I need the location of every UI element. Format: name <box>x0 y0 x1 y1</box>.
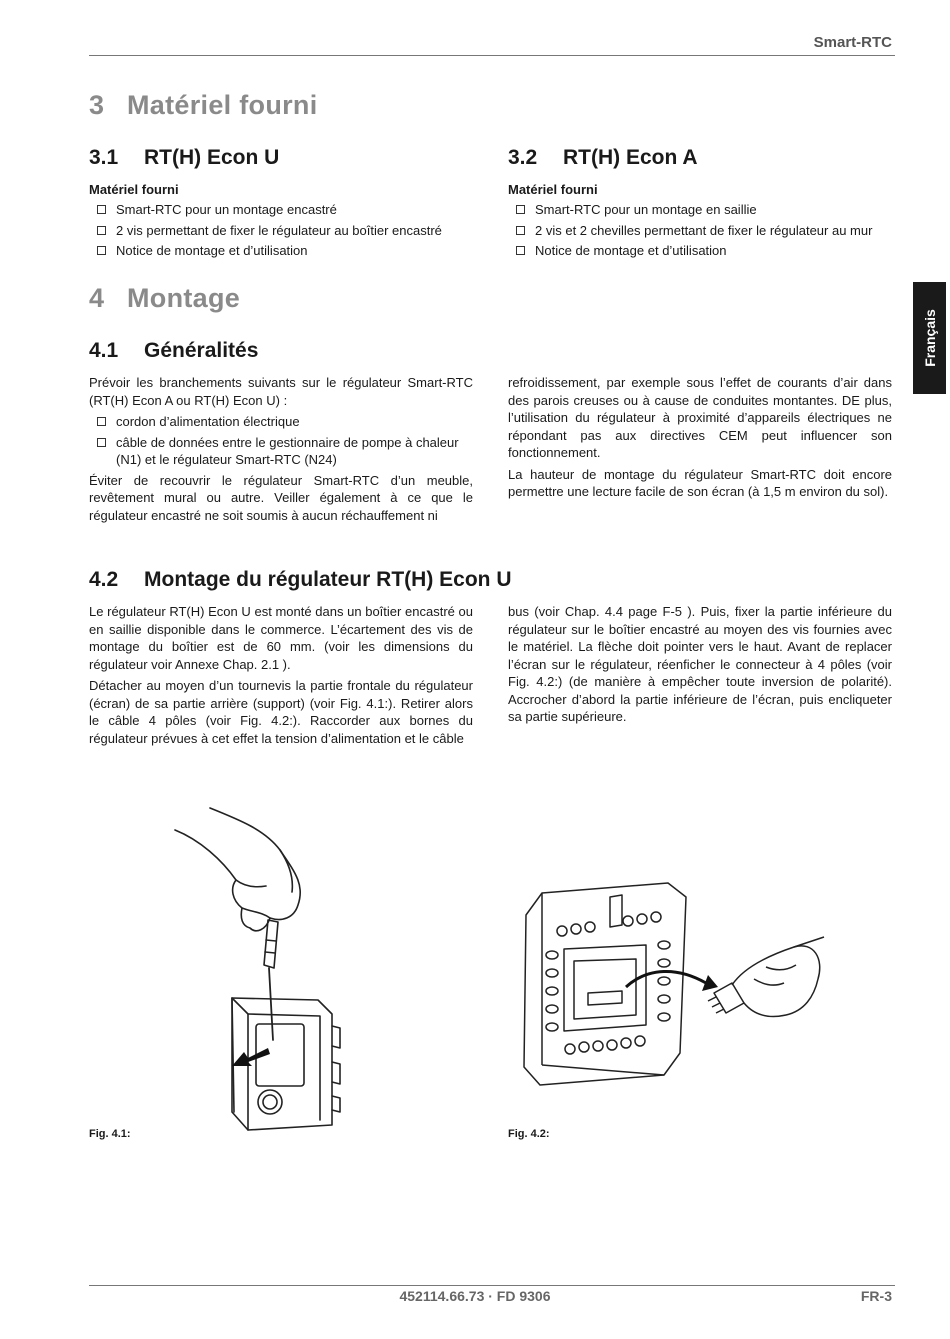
subsection-number: 4.1 <box>89 339 119 362</box>
paragraph: refroidissement, par exemple sous l’effet de courants d’air dans des parois creuses ou à cause de conduites montantes. DE plus, l’utilisation du régulateur à proximité d’appareils électriques ne répondant pas aux directives CEM peut influencer son fonctionnement. <box>508 375 892 460</box>
figure-4-1-caption: Fig. 4.1: <box>89 1128 131 1140</box>
list-item: Notice de montage et d’utilisation <box>508 242 892 260</box>
language-tab <box>913 282 946 394</box>
list-item: 2 vis et 2 chevilles permettant de fixer le régulateur au mur <box>508 222 892 240</box>
section-title: Matériel fourni <box>127 90 318 120</box>
supply-label: Matériel fourni <box>89 182 179 197</box>
section-number: 4 <box>89 283 105 313</box>
subsection-title: Généralités <box>144 339 259 362</box>
footer-rule <box>89 1285 895 1286</box>
list-item: Smart-RTC pour un montage en saillie <box>508 201 892 219</box>
paragraph: Détacher au moyen d’un tournevis la partie frontale du régulateur (écran) de sa partie arrière (support) (voir Fig. 4.1:). Retirer alors le câble 4 pôles (voir Fig. 4.2:). Raccorder aux bornes du régulateur prévues à cet effet la tension d’alimentation et le câble <box>89 678 473 746</box>
supply-label: Matériel fourni <box>508 182 598 197</box>
page-number: FR-3 <box>860 1288 892 1304</box>
document-number: 452114.66.73 · FD 9306 <box>399 1288 551 1304</box>
connection-list <box>89 413 473 469</box>
subsection-number: 3.2 <box>508 146 538 169</box>
section-3-2 <box>508 146 892 263</box>
section-4-heading <box>89 283 240 314</box>
section-title: Montage <box>127 283 241 313</box>
figure-4-2-caption: Fig. 4.2: <box>508 1128 550 1140</box>
list-item: Smart-RTC pour un montage encastré <box>89 201 473 219</box>
list-item: Notice de montage et d’utilisation <box>89 242 473 260</box>
list-item: câble de données entre le gestionnaire de pompe à chaleur (N1) et le régulateur Smart-RTC (N24) <box>89 434 473 469</box>
section-number: 3 <box>89 90 105 120</box>
section-4-2-right-column <box>508 603 892 730</box>
subsection-number: 4.2 <box>89 568 119 591</box>
paragraph: La hauteur de montage du régulateur Smart-RTC doit encore permettre une lecture facile de son écran (à 1,5 m environ du sol). <box>508 466 892 499</box>
paragraph: bus (voir Chap. 4.4 page F-5 ). Puis, fixer la partie inférieure du régulateur sur le boîtier encastré au moyen des vis fournies avec le matériel. La flèche doit pointer vers le haut. Avant de replacer l’écran sur le régulateur, réenficher le connecteur à 4 pôles (voir Fig. 4.2:) (de manière à empêcher toute inversion de polarité). Accrocher d’abord la partie inférieure de l’écran, puis encliqueter sa partie supérieure. <box>508 604 892 724</box>
section-3-heading <box>89 90 318 121</box>
subsection-4-2-heading <box>89 568 512 592</box>
arrow-icon <box>232 1048 270 1066</box>
paragraph: Prévoir les branchements suivants sur le régulateur Smart-RTC (RT(H) Econ A ou RT(H) Econ U) : <box>89 375 473 408</box>
subsection-title: Montage du régulateur RT(H) Econ U <box>144 568 512 591</box>
section-4-2-left-column <box>89 603 473 751</box>
list-item: cordon d’alimentation électrique <box>89 413 473 431</box>
figure-4-1-illustration <box>170 800 420 1140</box>
subsection-number: 3.1 <box>89 146 119 169</box>
running-header-title: Smart-RTC <box>813 34 892 51</box>
section-4-1-right-column <box>508 374 892 505</box>
header-rule <box>89 55 895 56</box>
subsection-title: RT(H) Econ A <box>563 146 698 169</box>
section-4-1-left-column <box>89 374 473 528</box>
list-item: 2 vis permettant de fixer le régulateur au boîtier encastré <box>89 222 473 240</box>
supply-list <box>508 201 892 260</box>
subsection-4-1-heading <box>89 339 258 363</box>
supply-list <box>89 201 473 260</box>
figure-4-2-illustration <box>518 875 828 1095</box>
paragraph: Le régulateur RT(H) Econ U est monté dans un boîtier encastré ou en saillie disponible dans le commerce. L’écartement des vis de montage du boîtier est de 60 mm. (voir les dimensions du régulateur voir Annexe Chap. 2.1 ). <box>89 604 473 672</box>
section-3-1 <box>89 146 473 263</box>
subsection-3-1-heading <box>89 146 473 170</box>
paragraph: Éviter de recouvrir le régulateur Smart-RTC d’un meuble, revêtement mural ou autre. Veiller également à ce que le régulateur encastré ne soit soumis à aucun réchauffement ni <box>89 472 473 523</box>
subsection-3-2-heading <box>508 146 892 170</box>
subsection-title: RT(H) Econ U <box>144 146 280 169</box>
language-tab-label: Français <box>921 309 938 367</box>
